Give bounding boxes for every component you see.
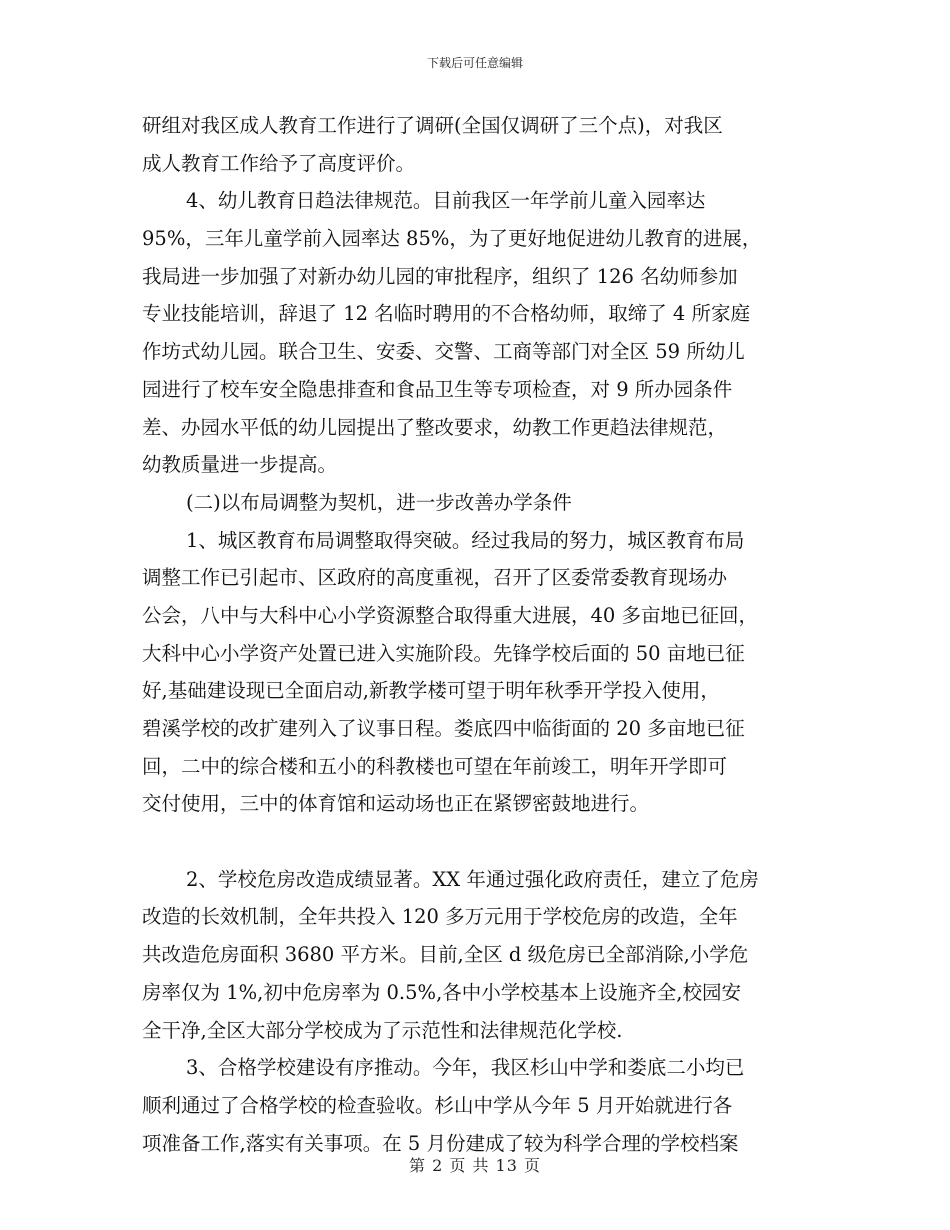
text-line: 改造的长效机制，全年共投入 120 多万元用于学校危房的改造，全年 (142, 905, 738, 929)
text-line: 房率仅为 1%,初中危房率为 0.5%,各中小学校基本上设施齐全,校园安 (142, 980, 741, 1004)
section-heading (142, 484, 808, 522)
text-line: 碧溪学校的改扩建列入了议事日程。娄底四中临街面的 20 多亩地已征 (142, 717, 745, 740)
paragraph-qualified-schools (142, 1049, 808, 1162)
text-line: 大科中心小学资产处置已进入实施阶段。先锋学校后面的 50 亩地已征 (142, 641, 745, 665)
text-line: 全干净,全区大部分学校成为了示范性和法律规范化学校. (142, 1018, 623, 1042)
text-line: 园进行了校车安全隐患排查和食品卫生等专项检查，对 9 所办园条件 (142, 377, 733, 401)
text-line: 差、办园水平低的幼儿园提出了整改要求，幼教工作更趋法律规范， (142, 415, 728, 439)
text-line: 顺利通过了合格学校的检查验收。杉山中学从今年 5 月开始就进行各 (142, 1093, 733, 1117)
text-line: 回，二中的综合楼和五小的科教楼也可望在年前竣工，明年开学即可 (142, 754, 728, 778)
text-line: 3、合格学校建设有序推动。今年，我区杉山中学和娄底二小均已 (186, 1056, 745, 1080)
text-line: 专业技能培训，辞退了 12 名临时聘用的不合格幼师，取缔了 4 所家庭 (142, 302, 751, 326)
text-line: 项准备工作,落实有关事项。在 5 月份建成了较为科学合理的学校档案 (142, 1131, 739, 1155)
text-line: 成人教育工作给予了高度评价。 (142, 151, 416, 175)
text-line: 共改造危房面积 3680 平方米。目前,全区 d 级危房已全部消除,小学危 (142, 943, 749, 967)
text-line: 4、幼儿教育日趋法律规范。目前我区一年学前儿童入园率达 (186, 189, 706, 213)
page-header: 下载后可任意编辑 (426, 56, 523, 70)
text-line: 1、城区教育布局调整取得突破。经过我局的努力，城区教育布局 (186, 528, 745, 552)
text-line: 研组对我区成人教育工作进行了调研(全国仅调研了三个点)，对我区 (142, 114, 723, 137)
text-line (142, 823, 808, 861)
text-line: 交付使用，三中的体育馆和运动场也正在紧锣密鼓地进行。 (142, 792, 650, 816)
text-line: 2、学校危房改造成绩显著。XX 年通过强化政府责任，建立了危房 (186, 867, 759, 891)
text-line: 公会，八中与大科中心小学资源整合取得重大进展，40 多亩地已征回， (142, 603, 759, 627)
paragraph-urban-layout (142, 522, 808, 861)
text-line: 幼教质量进一步提高。 (142, 453, 338, 477)
text-line: 调整工作已引起市、区政府的高度重视，召开了区委常委教育现场办 (142, 566, 728, 590)
text-line: (二)以布局调整为契机，进一步改善办学条件 (186, 490, 572, 514)
page-number-footer: 第 2 页 共 13 页 (409, 1156, 541, 1175)
paragraph-preschool-education (142, 182, 808, 484)
text-line: 我局进一步加强了对新办幼儿园的审批程序，组织了 126 名幼师参加 (142, 264, 738, 288)
text-line: 好,基础建设现已全面启动,新教学楼可望于明年秋季开学投入使用， (142, 679, 720, 703)
paragraph-adult-education-end (142, 107, 808, 182)
text-line: 作坊式幼儿园。联合卫生、安委、交警、工商等部门对全区 59 所幼儿 (142, 340, 745, 364)
document-body (142, 107, 808, 1162)
paragraph-dangerous-buildings (142, 861, 808, 1049)
text-line: 95%，三年儿童学前入园率达 85%，为了更好地促进幼儿教育的进展， (142, 227, 762, 251)
